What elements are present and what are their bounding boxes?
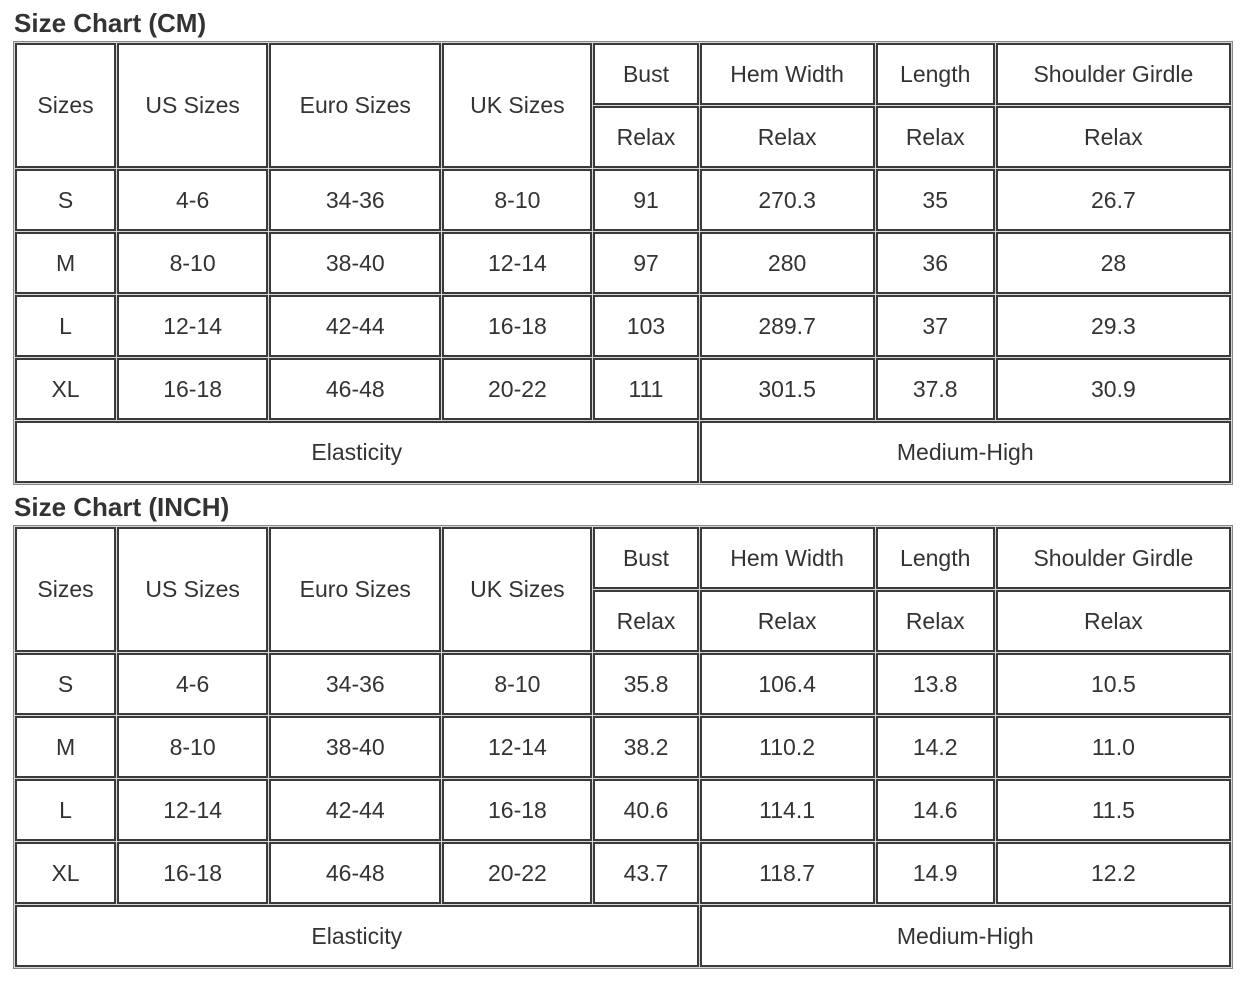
header-us-sizes: US Sizes — [117, 527, 268, 652]
hem-width-cell: 270.3 — [700, 169, 875, 231]
size-cell: XL — [15, 842, 116, 904]
shoulder-girdle-cell: 28 — [996, 232, 1231, 294]
euro-size-cell: 42-44 — [269, 295, 441, 357]
subheader-relax: Relax — [876, 106, 995, 168]
length-cell: 14.2 — [876, 716, 995, 778]
hem-width-cell: 301.5 — [700, 358, 875, 420]
bust-cell: 103 — [593, 295, 698, 357]
shoulder-girdle-cell: 11.5 — [996, 779, 1231, 841]
us-size-cell: 4-6 — [117, 653, 268, 715]
euro-size-cell: 34-36 — [269, 169, 441, 231]
header-sizes: Sizes — [15, 527, 116, 652]
subheader-relax: Relax — [700, 590, 875, 652]
uk-size-cell: 20-22 — [442, 358, 592, 420]
euro-size-cell: 34-36 — [269, 653, 441, 715]
hem-width-cell: 118.7 — [700, 842, 875, 904]
table-row — [15, 358, 1231, 420]
euro-size-cell: 38-40 — [269, 232, 441, 294]
us-size-cell: 8-10 — [117, 716, 268, 778]
hem-width-cell: 114.1 — [700, 779, 875, 841]
size-cell: M — [15, 716, 116, 778]
header-shoulder-girdle: Shoulder Girdle — [996, 43, 1231, 105]
shoulder-girdle-cell: 26.7 — [996, 169, 1231, 231]
us-size-cell: 16-18 — [117, 842, 268, 904]
us-size-cell: 16-18 — [117, 358, 268, 420]
hem-width-cell: 289.7 — [700, 295, 875, 357]
header-bust: Bust — [593, 527, 698, 589]
elasticity-value: Medium-High — [700, 905, 1231, 967]
elasticity-row — [15, 905, 1231, 967]
uk-size-cell: 20-22 — [442, 842, 592, 904]
us-size-cell: 8-10 — [117, 232, 268, 294]
hem-width-cell: 280 — [700, 232, 875, 294]
length-cell: 14.9 — [876, 842, 995, 904]
size-chart-cm-title: Size Chart (CM) — [14, 8, 207, 38]
table-row — [15, 653, 1231, 715]
uk-size-cell: 12-14 — [442, 716, 592, 778]
table-header-row — [15, 527, 1231, 589]
bust-cell: 35.8 — [593, 653, 698, 715]
subheader-relax: Relax — [593, 590, 698, 652]
shoulder-girdle-cell: 29.3 — [996, 295, 1231, 357]
length-cell: 14.6 — [876, 779, 995, 841]
subheader-relax: Relax — [700, 106, 875, 168]
uk-size-cell: 8-10 — [442, 653, 592, 715]
bust-cell: 111 — [593, 358, 698, 420]
subheader-relax: Relax — [996, 106, 1231, 168]
length-cell: 37.8 — [876, 358, 995, 420]
shoulder-girdle-cell: 11.0 — [996, 716, 1231, 778]
size-chart-cm-table — [13, 41, 1233, 485]
bust-cell: 38.2 — [593, 716, 698, 778]
length-cell: 37 — [876, 295, 995, 357]
shoulder-girdle-cell: 10.5 — [996, 653, 1231, 715]
header-length: Length — [876, 527, 995, 589]
length-cell: 36 — [876, 232, 995, 294]
header-euro-sizes: Euro Sizes — [269, 527, 441, 652]
elasticity-row — [15, 421, 1231, 483]
header-shoulder-girdle: Shoulder Girdle — [996, 527, 1231, 589]
size-cell: M — [15, 232, 116, 294]
euro-size-cell: 42-44 — [269, 779, 441, 841]
size-cell: S — [15, 653, 116, 715]
uk-size-cell: 16-18 — [442, 779, 592, 841]
shoulder-girdle-cell: 30.9 — [996, 358, 1231, 420]
header-euro-sizes: Euro Sizes — [269, 43, 441, 168]
hem-width-cell: 110.2 — [700, 716, 875, 778]
size-cell: XL — [15, 358, 116, 420]
us-size-cell: 12-14 — [117, 295, 268, 357]
euro-size-cell: 46-48 — [269, 358, 441, 420]
elasticity-label: Elasticity — [15, 905, 699, 967]
header-uk-sizes: UK Sizes — [442, 43, 592, 168]
header-bust: Bust — [593, 43, 698, 105]
table-row — [15, 842, 1231, 904]
us-size-cell: 12-14 — [117, 779, 268, 841]
hem-width-cell: 106.4 — [700, 653, 875, 715]
euro-size-cell: 38-40 — [269, 716, 441, 778]
subheader-relax: Relax — [876, 590, 995, 652]
subheader-relax: Relax — [996, 590, 1231, 652]
elasticity-value: Medium-High — [700, 421, 1231, 483]
size-cell: L — [15, 779, 116, 841]
uk-size-cell: 8-10 — [442, 169, 592, 231]
table-row — [15, 716, 1231, 778]
uk-size-cell: 16-18 — [442, 295, 592, 357]
uk-size-cell: 12-14 — [442, 232, 592, 294]
size-cell: L — [15, 295, 116, 357]
elasticity-label: Elasticity — [15, 421, 699, 483]
bust-cell: 43.7 — [593, 842, 698, 904]
table-row — [15, 779, 1231, 841]
header-sizes: Sizes — [15, 43, 116, 168]
header-uk-sizes: UK Sizes — [442, 527, 592, 652]
table-row — [15, 295, 1231, 357]
length-cell: 13.8 — [876, 653, 995, 715]
subheader-relax: Relax — [593, 106, 698, 168]
header-hem-width: Hem Width — [700, 527, 875, 589]
us-size-cell: 4-6 — [117, 169, 268, 231]
bust-cell: 91 — [593, 169, 698, 231]
table-row — [15, 232, 1231, 294]
bust-cell: 40.6 — [593, 779, 698, 841]
table-header-row — [15, 43, 1231, 105]
size-chart-inch-title: Size Chart (INCH) — [14, 492, 230, 522]
table-row — [15, 169, 1231, 231]
euro-size-cell: 46-48 — [269, 842, 441, 904]
header-hem-width: Hem Width — [700, 43, 875, 105]
header-us-sizes: US Sizes — [117, 43, 268, 168]
bust-cell: 97 — [593, 232, 698, 294]
shoulder-girdle-cell: 12.2 — [996, 842, 1231, 904]
length-cell: 35 — [876, 169, 995, 231]
size-cell: S — [15, 169, 116, 231]
header-length: Length — [876, 43, 995, 105]
size-chart-inch-table — [13, 525, 1233, 969]
